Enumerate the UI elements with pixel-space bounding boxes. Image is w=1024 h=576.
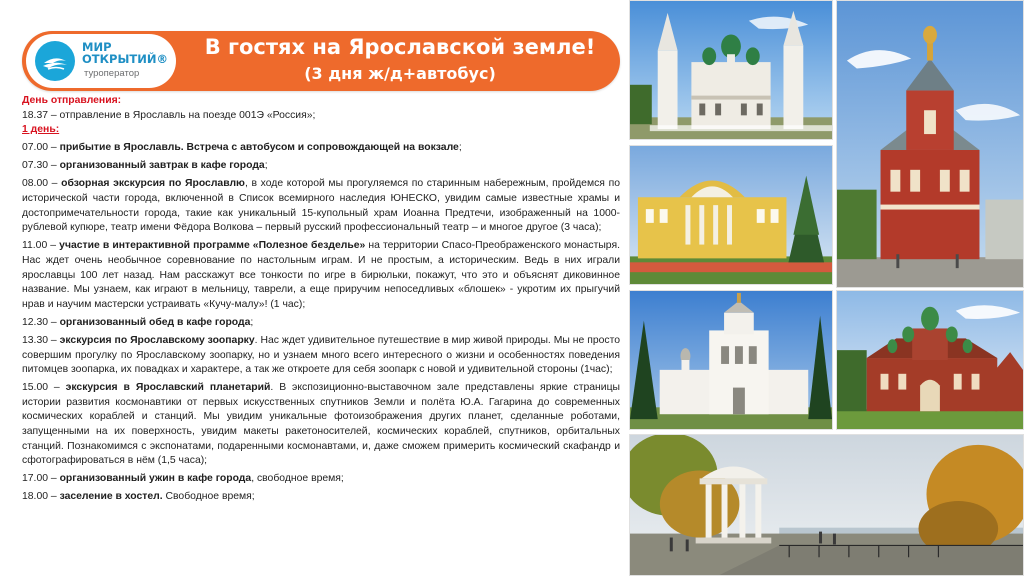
monastery-belfry-photo [629, 290, 833, 430]
item-title: заселение в хостел. [59, 491, 163, 503]
item-time: 07.30 – [22, 160, 57, 172]
departure-text: 18.37 – отправление в Ярославль на поезде 001Э «Россия»; [22, 109, 316, 121]
item-text: , свободное время; [251, 473, 344, 485]
item-text: ; [264, 160, 268, 172]
item-title: участие в интерактивной программе «Полезное безделье» [59, 240, 366, 252]
item-title: организованный ужин в кафе города [59, 473, 252, 485]
item-text: ; [458, 142, 462, 154]
itinerary-item [22, 177, 620, 235]
page-title: В гостях на Ярославской земле! [204, 35, 596, 59]
itinerary-item [22, 381, 620, 469]
church-tower-red-brick-photo [836, 0, 1024, 288]
item-time: 08.00 – [22, 178, 58, 190]
logo-name: МИР ОТКРЫТИЙ® [82, 40, 168, 66]
item-text: Свободное время; [162, 491, 255, 503]
church-red-green-domes-photo [836, 290, 1024, 430]
item-time: 07.00 – [22, 142, 57, 154]
item-title: экскурсия по Ярославскому зоопарку [59, 334, 255, 346]
item-title: организованный обед в кафе города [59, 316, 251, 328]
item-title: экскурсия в Ярославский планетарий [65, 382, 271, 394]
item-time: 12.30 – [22, 316, 57, 328]
item-time: 18.00 – [22, 491, 57, 503]
itinerary-item [22, 141, 620, 156]
itinerary-item [22, 316, 620, 331]
itinerary-item [22, 239, 620, 312]
item-text: , в ходе которой мы прогуляемся по старинным набережным, пройдемся по исторической части города, включенной в Список всемирного наследия ЮНЕСКО, увидим самые известные храмы и достопримечательности города, такие как уникальный 15-купольный храм Иоанна Предтечи, изображенный на 1000-рублевой купюре, театр имени Фёдора Волкова – первый русский профессиональный театр – и многое другое (3 часа); [22, 178, 620, 234]
item-text: . В экспозиционно-выставочном зале представлены яркие страницы истории развития космонавтики от первых искусственных спутников Земли и полёта Ю.А. Гагарина до современных космических кораблей и станций. Мы увидим уникальные фотоизображения других планет, сделанные роботами, запущенными на их поверхность, увидим макеты ракетоносителей, космических кораблей, спутников, орбитальных станций. Познакомимся с экспонатами, подаренными космонавтами, и, даже сможем примерить космический скафандр и сфотографироваться в нём (1,5 часа); [22, 382, 620, 467]
volkov-theatre-photo [629, 145, 833, 285]
itinerary-item [22, 334, 620, 378]
departure-heading: День отправления: [22, 95, 122, 106]
item-text: . Нас ждет удивительное путешествие в мир живой природы. Мы не просто совершим прогулку по Ярославскому зоопарку, но и узнаем много всего интересного о жизни и особенностях поведения питомцев зоопарка, их повадках и характере, а так же откроете для себя зоопарк с новой и удивительной стороны (1час); [22, 334, 620, 376]
ship-logo-icon [35, 41, 75, 81]
itinerary-item [22, 159, 620, 174]
item-title: прибытие в Ярославль. Встреча с автобусом и сопровождающей на вокзале [59, 142, 459, 154]
page-subtitle: (3 дня ж/д+автобус) [304, 64, 496, 83]
item-title: обзорная экскурсия по Ярославлю [61, 178, 245, 190]
item-title: организованный завтрак в кафе города [59, 160, 265, 172]
item-time: 15.00 – [22, 382, 60, 394]
day1-heading: 1 день: [22, 124, 60, 136]
itinerary-text [22, 94, 620, 505]
itinerary-item [22, 472, 620, 487]
church-elijah-photo [629, 0, 833, 140]
rotunda-embankment-photo [629, 434, 1024, 576]
item-time: 11.00 – [22, 240, 57, 252]
item-time: 13.30 – [22, 334, 57, 346]
item-text: ; [250, 316, 254, 328]
item-time: 17.00 – [22, 473, 57, 485]
logo-subtitle: туроператор [84, 68, 140, 79]
item-text: на территории Спасо-Преображенского монастыря. Нас ждет очень необычное соревнование по настольным играм. И не простым, а историческим. Ведь в них играли ярославцы 100 лет назад. Нам расскажут все тонкости по игре в бирюльки, покажут, что это и объяснят диковинное название. Мы узнаем, как играют в мельницу, таврели, а еще приручим непоседливых «блошек» - укротим их прыгучий нрав и научим мастерски устраивать «Кучу-малу»! (1 час); [22, 240, 620, 310]
itinerary-item [22, 490, 620, 505]
